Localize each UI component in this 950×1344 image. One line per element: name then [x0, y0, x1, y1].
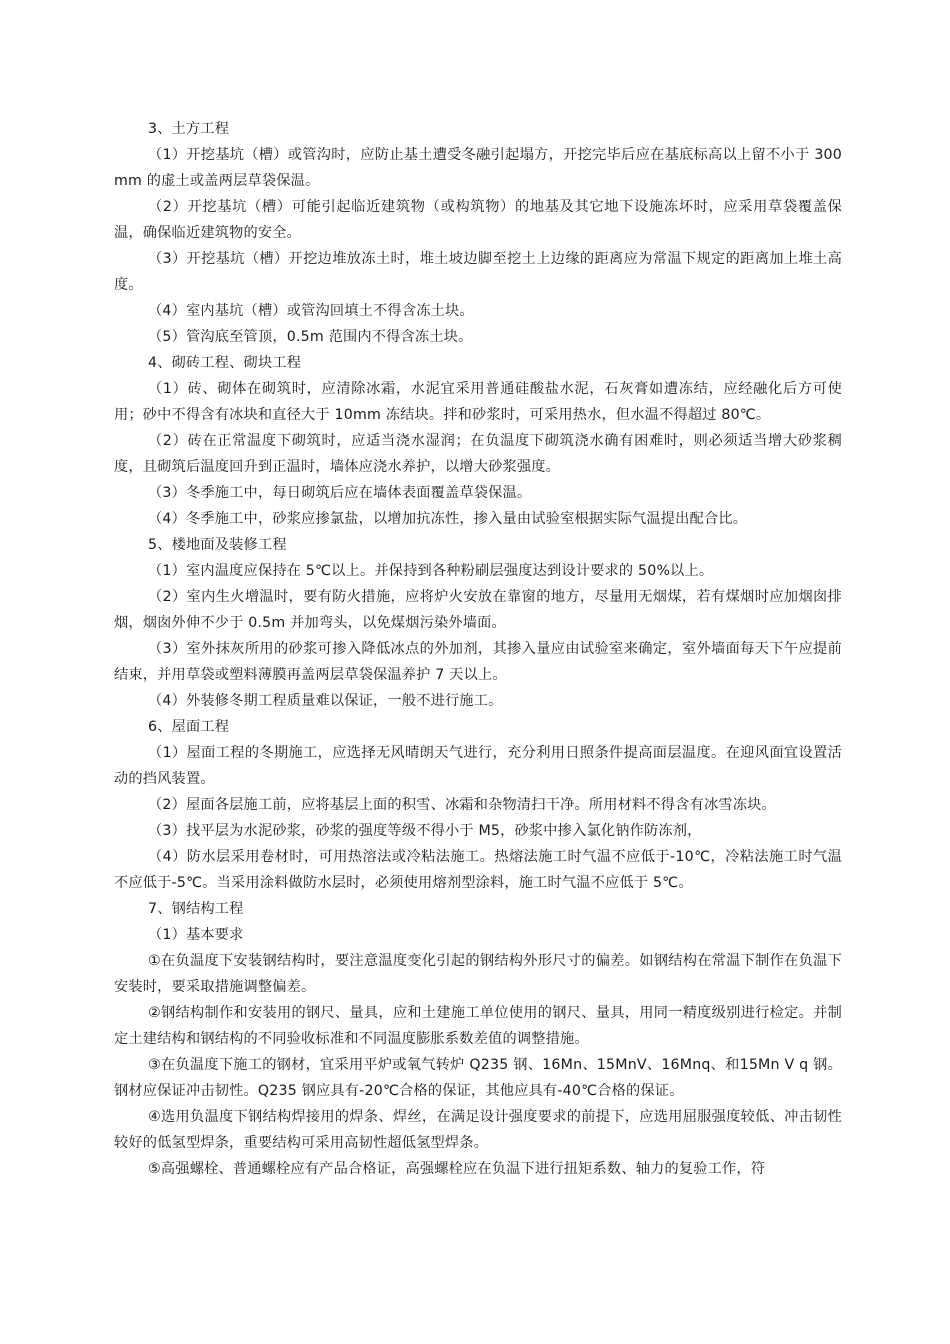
paragraph: （2）室内生火增温时，要有防火措施，应将炉火安放在靠窗的地方，尽量用无烟煤，若有煤烟时应加烟囱排烟，烟囱外伸不少于 0.5m 并加弯头，以免煤烟污染外墙面。: [114, 589, 842, 631]
document-page: [114, 116, 842, 1182]
paragraph: ⑤高强螺栓、普通螺栓应有产品合格证，高强螺栓应在负温下进行扭矩系数、轴力的复验工作，符: [148, 1161, 766, 1177]
paragraph: （3）冬季施工中，每日砌筑后应在墙体表面覆盖草袋保温。: [148, 485, 532, 501]
heading-steel-structure: 7、钢结构工程: [148, 901, 244, 917]
paragraph: （4）室内基坑（槽）或管沟回填土不得含冻土块。: [148, 303, 474, 319]
paragraph: （5）管沟底至管顶，0.5m 范围内不得含冻土块。: [148, 329, 473, 345]
paragraph: （2）开挖基坑（槽）可能引起临近建筑物（或构筑物）的地基及其它地下设施冻坏时，应采用草袋覆盖保温，确保临近建筑物的安全。: [114, 199, 842, 241]
paragraph: ①在负温度下安装钢结构时，要注意温度变化引起的钢结构外形尺寸的偏差。如钢结构在常温下制作在负温下安装时，要采取措施调整偏差。: [114, 953, 842, 995]
paragraph: （4）外装修冬期工程质量难以保证，一般不进行施工。: [148, 693, 503, 709]
paragraph: （4）防水层采用卷材时，可用热溶法或冷粘法施工。热熔法施工时气温不应低于-10℃，冷粘法施工时气温不应低于-5℃。当采用涂料做防水层时，必须使用熔剂型涂料，施工时气温不应低于 5℃。: [114, 849, 842, 891]
paragraph: ③在负温度下施工的钢材，宜采用平炉或氧气转炉 Q235 钢、16Mn、15MnV、16Mnq、和15Mn V q 钢。钢材应保证冲击韧性。Q235 钢应具有-20℃合格的保证，其他应具有-40℃合格的保证。: [114, 1057, 842, 1099]
paragraph: （2）砖在正常温度下砌筑时，应适当浇水湿润；在负温度下砌筑浇水确有困难时，则必须适当增大砂浆稠度，且砌筑后温度回升到正温时，墙体应浇水养护，以增大砂浆强度。: [114, 433, 842, 475]
paragraph: （1）屋面工程的冬期施工，应选择无风晴朗天气进行，充分利用日照条件提高面层温度。在迎风面宜设置活动的挡风装置。: [114, 745, 842, 787]
paragraph: （2）屋面各层施工前，应将基层上面的积雪、冰霜和杂物清扫干净。所用材料不得含有冰雪冻块。: [148, 797, 776, 813]
heading-floor-decoration: 5、楼地面及装修工程: [148, 537, 287, 553]
paragraph: （4）冬季施工中，砂浆应掺氯盐，以增加抗冻性，掺入量由试验室根据实际气温提出配合比。: [148, 511, 748, 527]
paragraph: ④选用负温度下钢结构焊接用的焊条、焊丝，在满足设计强度要求的前提下，应选用屈服强度较低、冲击韧性较好的低氢型焊条，重要结构可采用高韧性超低氢型焊条。: [114, 1109, 842, 1151]
subheading-basic-requirements: （1）基本要求: [148, 927, 244, 943]
paragraph: ②钢结构制作和安装用的钢尺、量具，应和土建施工单位使用的钢尺、量具，用同一精度级别进行检定。并制定土建结构和钢结构的不同验收标准和不同温度膨胀系数差值的调整措施。: [114, 1005, 842, 1047]
paragraph: （1）砖、砌体在砌筑时，应清除冰霜，水泥宜采用普通硅酸盐水泥，石灰膏如遭冻结，应经融化后方可使用；砂中不得含有冰块和直径大于 10mm 冻结块。拌和砂浆时，可采用热水，但水温不得超过 80℃。: [114, 381, 842, 423]
paragraph: （3）室外抹灰所用的砂浆可掺入降低冰点的外加剂，其掺入量应由试验室来确定，室外墙面每天下午应提前结束，并用草袋或塑料薄膜再盖两层草袋保温养护 7 天以上。: [114, 641, 842, 683]
heading-earthwork: 3、土方工程: [148, 121, 230, 137]
paragraph: （3）开挖基坑（槽）开挖边堆放冻土时，堆土坡边脚至挖土上边缘的距离应为常温下规定的距离加上堆土高度。: [114, 251, 842, 293]
paragraph: （1）室内温度应保持在 5℃以上。并保持到各种粉刷层强度达到设计要求的 50%以上。: [148, 563, 714, 579]
heading-masonry: 4、砌砖工程、砌块工程: [148, 355, 302, 371]
paragraph: （1）开挖基坑（槽）或管沟时，应防止基土遭受冬融引起塌方，开挖完毕后应在基底标高以上留不小于 300mm 的虚土或盖两层草袋保温。: [114, 147, 842, 189]
paragraph: （3）找平层为水泥砂浆，砂浆的强度等级不得小于 M5，砂浆中掺入氯化钠作防冻剂，: [148, 823, 702, 839]
heading-roofing: 6、屋面工程: [148, 719, 230, 735]
